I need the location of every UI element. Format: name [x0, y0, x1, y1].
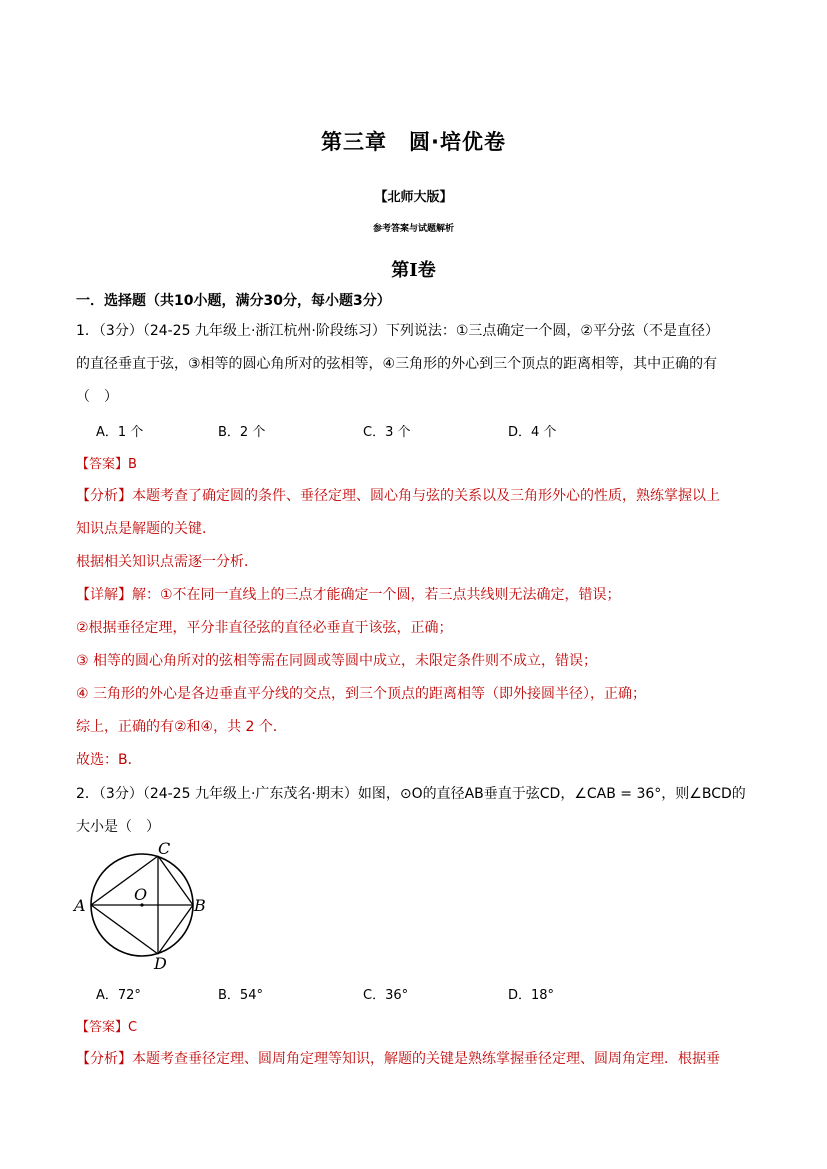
page-title: 第三章 圆·培优卷: [321, 130, 506, 154]
q1-detail-line3: ③ 相等的圆心角所对的弦相等需在同圆或等圆中成立，未限定条件则不成立，错误；: [76, 653, 597, 669]
q1-option-a: A．1 个: [96, 425, 144, 440]
q2-option-c: C．36°: [363, 988, 409, 1003]
label-a: A: [74, 896, 86, 915]
q2-analysis-line1: 【分析】本题考查垂径定理、圆周角定理等知识，解题的关键是熟练掌握垂径定理、圆周角定理．根据垂: [76, 1051, 720, 1067]
q1-detail-line1: 【详解】解：①不在同一直线上的三点才能确定一个圆，若三点共线则无法确定，错误；: [76, 587, 621, 603]
q2-answer: 【答案】C: [76, 1020, 138, 1035]
q1-detail-line4: ④ 三角形的外心是各边垂直平分线的交点，到三个顶点的距离相等（即外接圆半径），正确；: [76, 686, 646, 702]
segment-bd: [158, 905, 193, 954]
q2-option-d: D．18°: [508, 988, 555, 1003]
q1-statement-1: ①三点确定一个圆，: [455, 323, 581, 339]
q1-option-b: B．2 个: [218, 425, 266, 440]
label-d: D: [154, 954, 167, 973]
label-b: B: [194, 896, 206, 915]
q1-choice: 故选：B．: [76, 752, 142, 768]
q1-answer: 【答案】B: [76, 457, 137, 472]
q1-stem-line2: 的直径垂直于弦，③相等的圆心角所对的弦相等，④三角形的外心到三个顶点的距离相等，其中正确的有: [76, 356, 718, 372]
q2-option-b: B．54°: [218, 988, 263, 1003]
q2-stem-line1: 2．（3分）（24-25 九年级上·广东茂名·期末）如图，⊙O的直径AB垂直于弦CD，∠CAB = 36°，则∠BCD的: [76, 786, 746, 802]
section-heading: 一．选择题（共10小题，满分30分，每小题3分）: [76, 293, 391, 309]
q1-option-d: D．4 个: [508, 425, 557, 440]
q2-stem-line2: 大小是（ ）: [76, 819, 160, 835]
q1-analysis-line3: 根据相关知识点需逐一分析．: [76, 554, 258, 570]
q2-option-a: A．72°: [96, 988, 141, 1003]
q1-detail-line2: ②根据垂径定理，平分非直径弦的直径必垂直于该弦，正确；: [76, 620, 453, 636]
q1-analysis-line2: 知识点是解题的关键．: [76, 521, 216, 537]
q1-statement-2: ②平分弦（不是直径）: [580, 323, 719, 339]
label-c: C: [158, 840, 171, 858]
q1-analysis-line1: 【分析】本题考查了确定圆的条件、垂径定理、圆心角与弦的关系以及三角形外心的性质，熟练掌握以上: [76, 488, 720, 504]
answers-subtitle: 参考答案与试题解析: [372, 224, 454, 234]
q1-option-c: C．3 个: [363, 425, 411, 440]
edition-label: 【北师大版】: [374, 190, 453, 205]
q1-stem-line3: （ ）: [76, 389, 118, 405]
segment-bc: [158, 856, 193, 905]
segment-ad: [91, 905, 158, 954]
q1-detail-summary: 综上，正确的有②和④，共 2 个．: [76, 719, 287, 735]
q1-stem-line1: [76, 320, 719, 340]
circle-figure: [72, 840, 212, 975]
q1-stem-prefix: 1．（3分）（24-25 九年级上·浙江杭州·阶段练习）下列说法：: [76, 323, 456, 339]
volume-heading: 第Ⅰ卷: [391, 260, 436, 281]
label-o: O: [134, 885, 148, 904]
segment-ac: [91, 856, 158, 905]
